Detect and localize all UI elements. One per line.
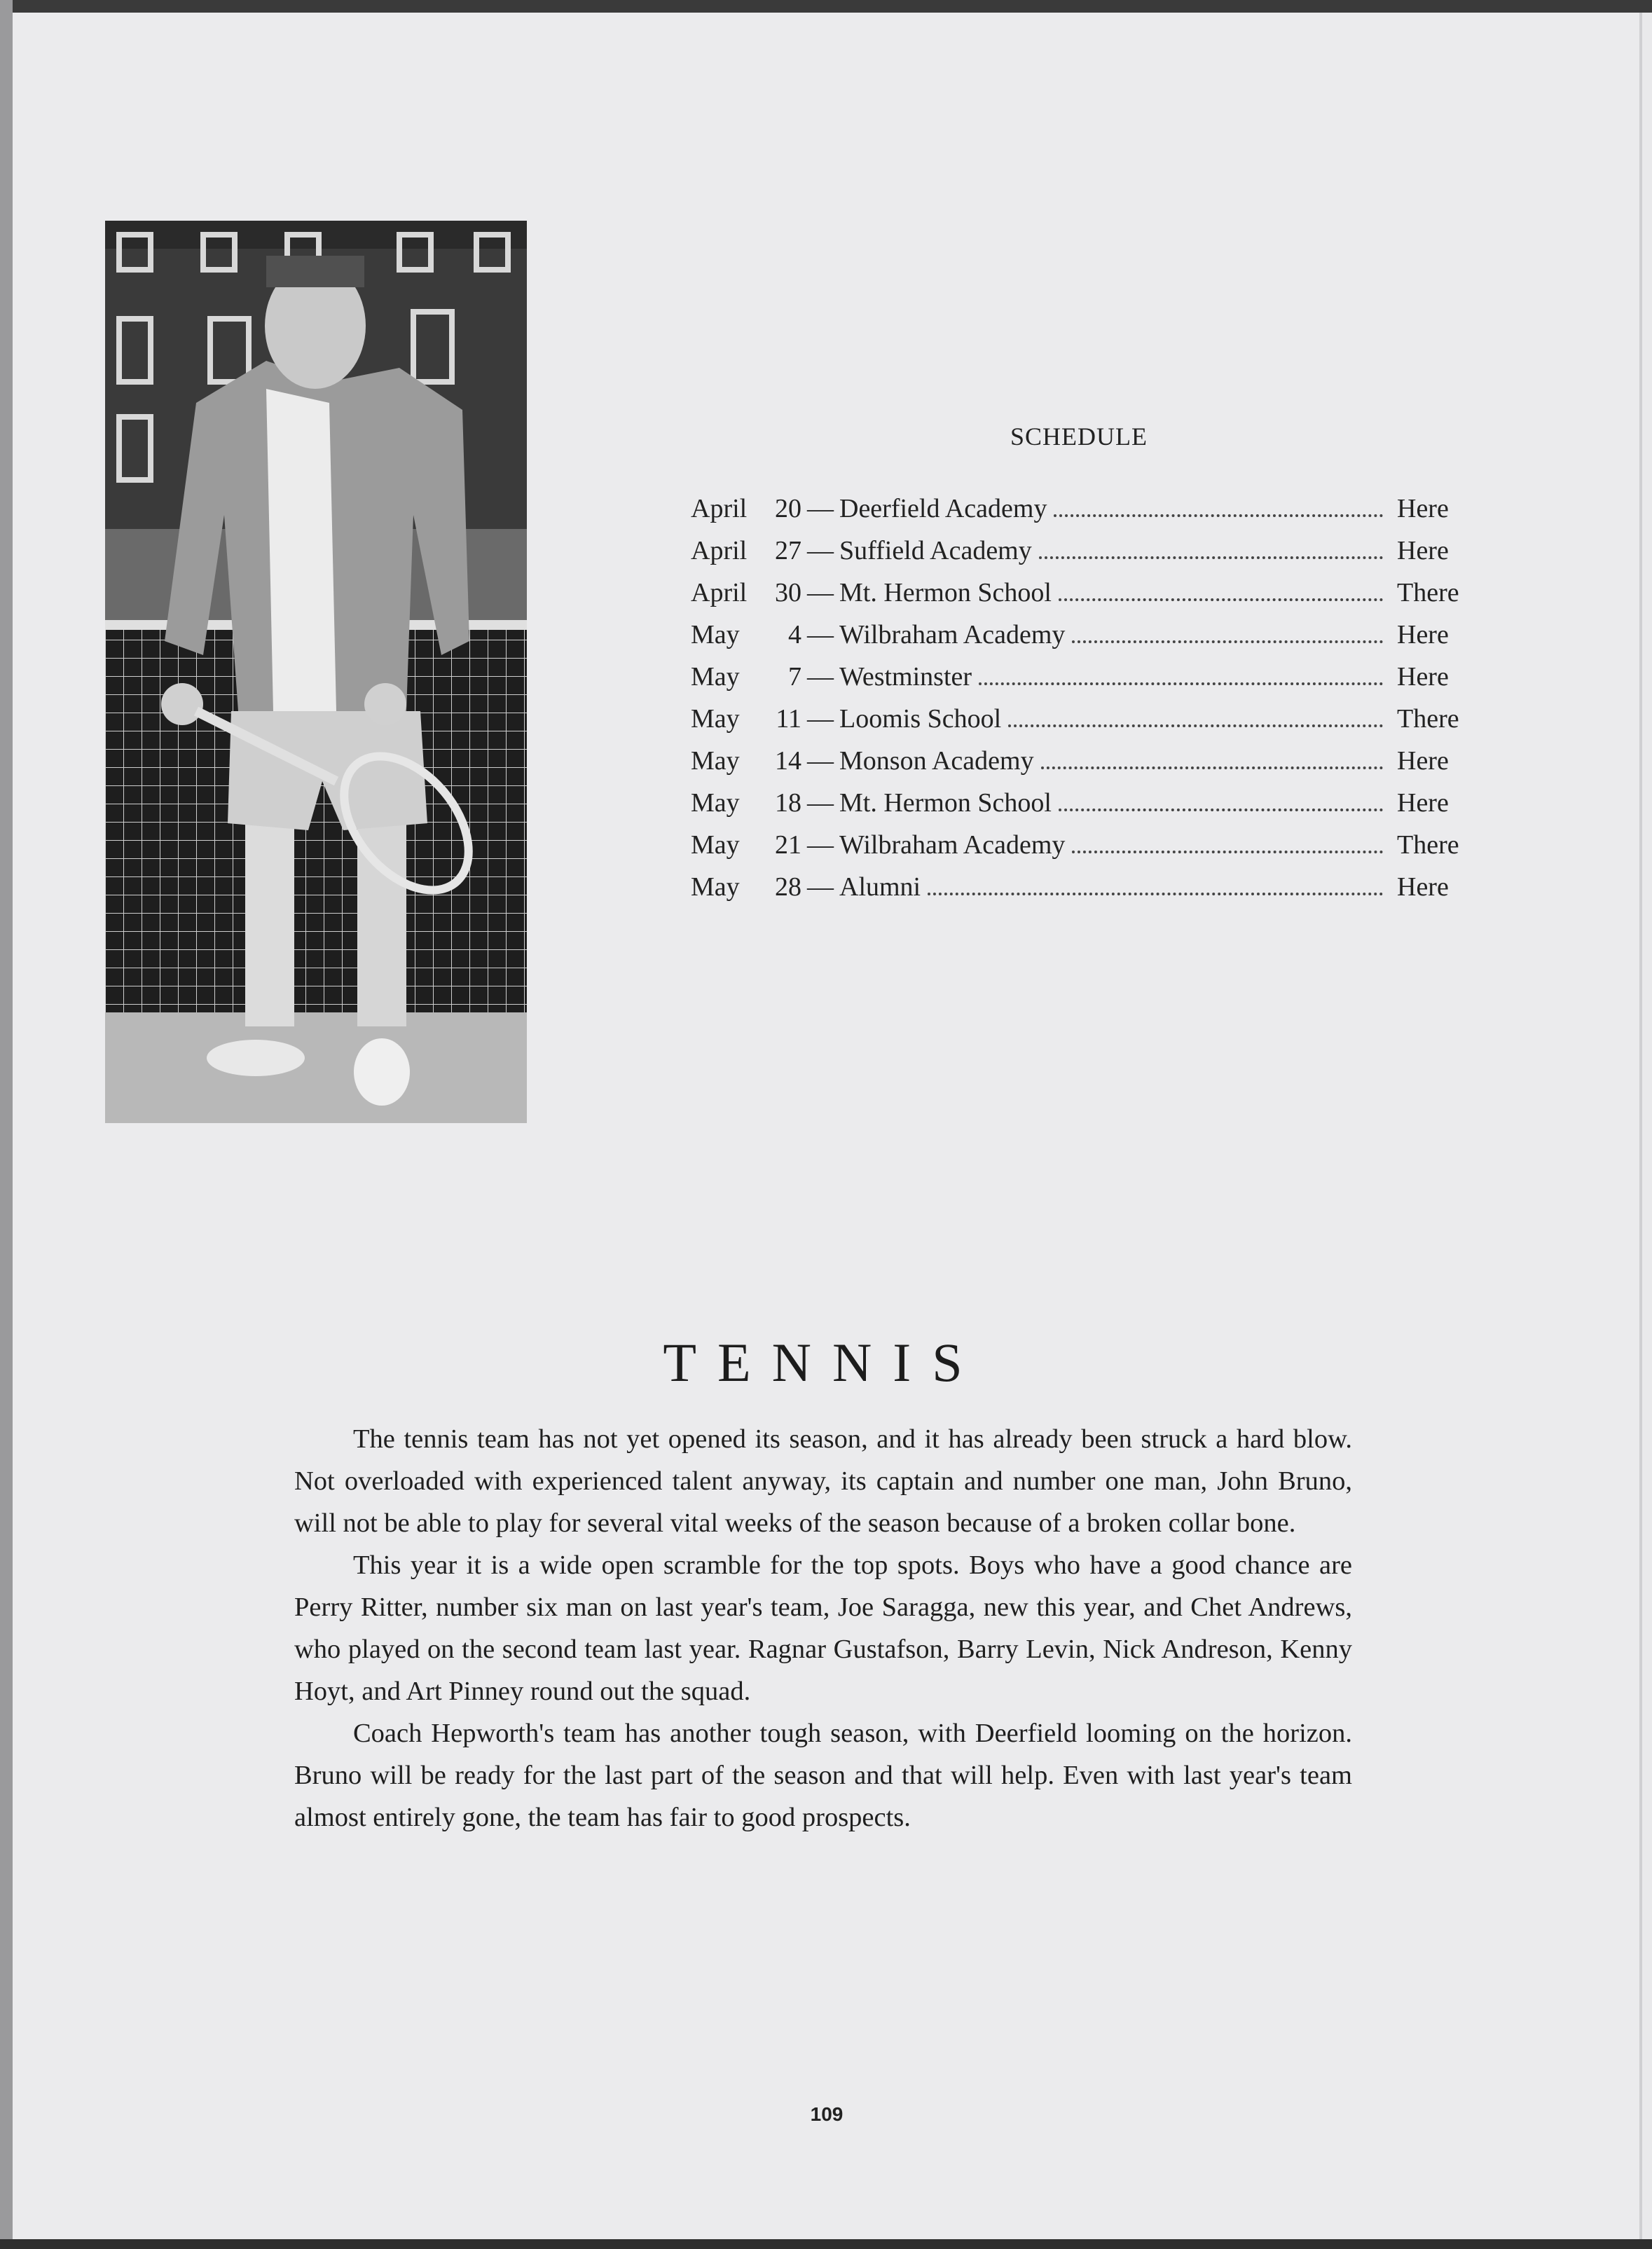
schedule-opponent: Wilbraham Academy xyxy=(839,830,1066,860)
schedule-location: Here xyxy=(1397,620,1449,649)
coach-photo xyxy=(105,221,527,1123)
schedule-opponent: Alumni xyxy=(839,872,921,902)
dot-leader xyxy=(1039,556,1383,559)
schedule-location: Here xyxy=(1397,662,1449,692)
schedule-row xyxy=(691,830,1467,872)
schedule-row xyxy=(691,703,1467,745)
schedule-location: Here xyxy=(1397,872,1449,902)
schedule-heading: SCHEDULE xyxy=(1010,422,1148,451)
schedule-location: There xyxy=(1397,578,1459,607)
scan-bottom-edge xyxy=(0,2239,1652,2249)
dot-leader xyxy=(979,682,1383,685)
schedule-month: May xyxy=(691,704,740,734)
schedule-dash: — xyxy=(807,872,834,902)
schedule-location: There xyxy=(1397,830,1459,860)
schedule-month: May xyxy=(691,662,740,692)
schedule-month: May xyxy=(691,830,740,860)
schedule-dash: — xyxy=(807,620,834,649)
scan-left-edge xyxy=(0,0,13,2249)
article-body xyxy=(294,1418,1352,1838)
schedule-opponent: Deerfield Academy xyxy=(839,494,1047,523)
dot-leader xyxy=(928,893,1383,895)
schedule-month: April xyxy=(691,536,748,565)
article-paragraph: Coach Hepworth's team has another tough season, with Deerfield looming on the horizon. Bruno will be ready for the last part of the season and that will help. Even with last year's team almost entirely gone, the team has fair to good prospects. xyxy=(294,1719,1352,1832)
schedule-opponent: Monson Academy xyxy=(839,746,1034,776)
schedule-opponent: Mt. Hermon School xyxy=(839,788,1052,818)
coach-photo-illustration xyxy=(105,221,527,1123)
schedule-day: 30 xyxy=(775,578,801,607)
schedule-list xyxy=(691,493,1467,914)
dot-leader xyxy=(1072,851,1383,853)
article-paragraph: This year it is a wide open scramble for the top spots. Boys who have a good chance are Perry Ritter, number six man on last year's team, Joe Saragga, new this year, and Chet Andrews, who played on the second team last year. Ragnar Gustafson, Barry Levin, Nick Andreson, Kenny Hoyt, and Art Pinney round out the squad. xyxy=(294,1550,1352,1706)
schedule-day: 7 xyxy=(788,662,801,692)
schedule-opponent: Suffield Academy xyxy=(839,536,1032,565)
schedule-day: 18 xyxy=(775,788,801,818)
schedule-day: 27 xyxy=(775,536,801,565)
schedule-location: Here xyxy=(1397,746,1449,776)
schedule-day: 20 xyxy=(775,494,801,523)
schedule-month: May xyxy=(691,872,740,902)
schedule-dash: — xyxy=(807,578,834,607)
scan-top-edge xyxy=(0,0,1652,13)
schedule-dash: — xyxy=(807,494,834,523)
schedule-location: There xyxy=(1397,704,1459,734)
dot-leader xyxy=(1059,809,1383,811)
schedule-day: 28 xyxy=(775,872,801,902)
schedule-month: April xyxy=(691,578,748,607)
dot-leader xyxy=(1041,766,1383,769)
schedule-day: 4 xyxy=(788,620,801,649)
schedule-month: May xyxy=(691,746,740,776)
schedule-location: Here xyxy=(1397,536,1449,565)
schedule-dash: — xyxy=(807,830,834,860)
page-number: 109 xyxy=(810,2103,844,2125)
schedule-opponent: Loomis School xyxy=(839,704,1002,734)
schedule-row xyxy=(691,619,1467,661)
schedule-dash: — xyxy=(807,746,834,776)
schedule-row xyxy=(691,872,1467,914)
schedule-day: 21 xyxy=(775,830,801,860)
schedule-month: April xyxy=(691,494,748,523)
schedule-row xyxy=(691,535,1467,577)
schedule-dash: — xyxy=(807,704,834,734)
dot-leader xyxy=(1059,598,1383,601)
schedule-opponent: Westminster xyxy=(839,662,972,692)
dot-leader xyxy=(1072,640,1383,643)
schedule-dash: — xyxy=(807,536,834,565)
schedule-dash: — xyxy=(807,788,834,818)
dot-leader xyxy=(1008,724,1383,727)
schedule-location: Here xyxy=(1397,788,1449,818)
schedule-dash: — xyxy=(807,662,834,692)
schedule-row xyxy=(691,493,1467,535)
dot-leader xyxy=(1054,514,1383,517)
schedule-location: Here xyxy=(1397,494,1449,523)
schedule-month: May xyxy=(691,620,740,649)
schedule-row xyxy=(691,788,1467,830)
schedule-opponent: Mt. Hermon School xyxy=(839,578,1052,607)
schedule-day: 11 xyxy=(776,704,801,734)
schedule-row xyxy=(691,661,1467,703)
article-paragraph: The tennis team has not yet opened its season, and it has already been struck a hard blow. Not overloaded with experienced talent anyway, its captain and number one man, John Bruno, will not be able to play for several vital weeks of the season because of a broken collar bone. xyxy=(294,1424,1352,1538)
schedule-row xyxy=(691,745,1467,788)
schedule-day: 14 xyxy=(775,746,801,776)
schedule-opponent: Wilbraham Academy xyxy=(839,620,1066,649)
schedule-row xyxy=(691,577,1467,619)
article-title: TENNIS xyxy=(663,1332,984,1393)
schedule-month: May xyxy=(691,788,740,818)
